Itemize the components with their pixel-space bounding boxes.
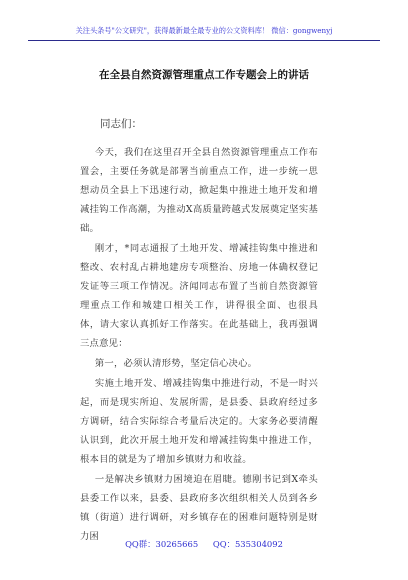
paragraph: 刚才，*同志通报了土地开发、增减挂钩集中推进和整改、农村乱占耕地建房专项整治、房地一体确权登记发证等三项工作情况。济闻同志布置了当前自然资源管理重点工作和城建口相关工作，讲得很全面、也很具体，请大家认真抓好工作落实。在此基础上，我再强调三点意见： xyxy=(80,243,318,349)
footer-qq-group: QQ群：30265665 xyxy=(125,539,199,549)
footer-qq: QQ：535304092 xyxy=(212,539,283,549)
document-body xyxy=(80,117,318,547)
greeting: 同志们： xyxy=(100,118,142,130)
header-banner: 关注头条号"公文研究"，获得最新最全最专业的公文资料库！ 微信：gongwenyj xyxy=(75,26,333,35)
paragraph: 今天，我们在这里召开全县自然资源管理重点工作布置会，主要任务就是部署当前重点工作，进一步统一思想动员全县上下迅速行动，掀起集中推进土地开发和增减挂钩工作高潮，为推动X高质量跨越式发展奠定坚实基础。 xyxy=(80,147,318,234)
paragraph: 实施土地开发、增减挂钩集中推进行动，不是一时兴起，而是现实所迫、发展所需，是县委、县政府经过多方调研，结合实际综合考量后决定的。大家务必要清醒认识到，此次开展土地开发和增减挂钩集中推进工作，根本目的就是为了增加乡镇财力和收益。 xyxy=(80,378,318,465)
document-title: 在全县自然资源管理重点工作专题会上的讲话 xyxy=(99,69,309,81)
paragraph: 一是解决乡镇财力困境迫在眉睫。德刚书记到X牵头县委工作以来，县委、县政府多次组织相关人员到各乡镇（街道）进行调研，对乡镇存在的困难问题特别是财力困 xyxy=(80,474,318,542)
section-heading: 第一，必须认清形势，坚定信心决心。 xyxy=(94,358,258,369)
footer-contact xyxy=(0,538,408,550)
header-divider xyxy=(28,40,380,41)
